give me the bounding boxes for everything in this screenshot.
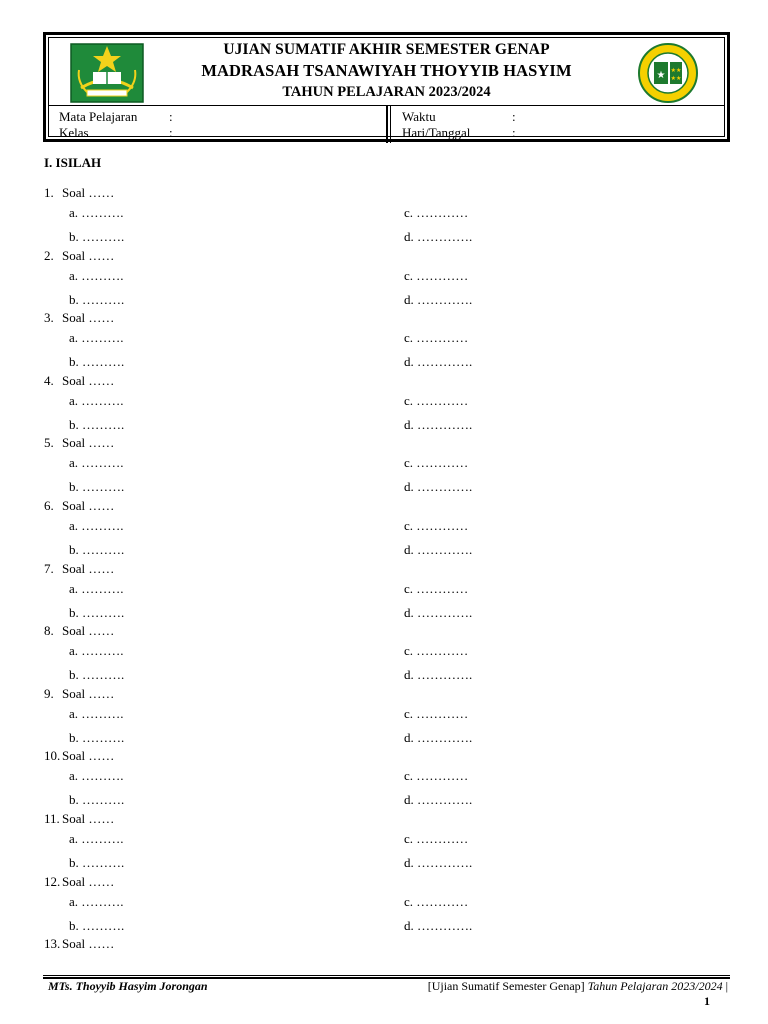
option-d: d. ………….	[404, 416, 473, 432]
school-name: MADRASAH TSANAWIYAH THOYYIB HASYIM	[201, 61, 572, 80]
option-d: d. ………….	[404, 604, 473, 620]
question-item	[44, 498, 744, 561]
option-a: a. ……….	[69, 205, 124, 220]
option-b: b. ……….	[69, 229, 125, 244]
question-text: Soal ……	[62, 247, 115, 263]
footer-bar: |	[725, 979, 728, 993]
question-number: 12.	[44, 873, 61, 889]
option-a: a. ……….	[69, 392, 124, 408]
question-number: 11.	[44, 810, 60, 826]
question-item	[44, 310, 744, 373]
svg-text:★★: ★★	[670, 67, 682, 74]
subject-separator: :	[169, 109, 173, 124]
option-d: d. ………….	[404, 354, 473, 370]
option-a: a. ……….	[69, 580, 124, 596]
question-heading	[44, 811, 114, 826]
question-heading	[44, 248, 114, 263]
question-number: 9.	[44, 685, 54, 701]
exam-header	[43, 32, 730, 142]
kemenag-logo-icon	[69, 42, 145, 104]
option-d: d. ………….	[404, 729, 473, 745]
page-number: 1	[704, 994, 710, 1008]
time-label: Waktu	[402, 109, 436, 124]
exam-title: UJIAN SUMATIF AKHIR SEMESTER GENAP	[223, 41, 550, 58]
question-number: 2.	[44, 247, 54, 263]
question-number: 5.	[44, 435, 54, 451]
option-a: a. ……….	[69, 330, 124, 346]
question-text: Soal ……	[62, 685, 115, 701]
kkm-badge-logo-icon	[630, 42, 706, 104]
question-heading	[44, 686, 114, 701]
option-d: d. ………….	[404, 854, 473, 870]
class-separator: :	[169, 125, 173, 140]
option-c: c. …………	[404, 580, 469, 596]
option-b: b. ……….	[69, 604, 125, 620]
question-item	[44, 561, 744, 624]
option-b: b. ……….	[69, 917, 125, 933]
svg-text:★: ★	[656, 70, 666, 81]
option-b: b. ……….	[69, 291, 125, 307]
exam-title-block	[149, 40, 624, 102]
option-a: a. ……….	[69, 455, 124, 471]
question-text: Soal ……	[62, 560, 115, 576]
option-a: a. ……….	[69, 893, 124, 909]
option-c: c. …………	[404, 267, 469, 283]
class-field	[59, 125, 173, 140]
question-heading	[44, 310, 114, 325]
option-c: c. …………	[404, 893, 469, 909]
option-d: d. ………….	[404, 792, 473, 808]
question-number: 7.	[44, 560, 54, 576]
question-text: Soal ……	[62, 936, 115, 952]
date-separator: :	[512, 125, 516, 140]
question-text: Soal ……	[62, 497, 115, 513]
option-c: c. …………	[404, 830, 469, 846]
option-b: b. ……….	[69, 541, 125, 557]
option-c: c. …………	[404, 392, 469, 408]
option-c: c. …………	[404, 205, 469, 220]
option-b: b. ……….	[69, 416, 125, 432]
question-text: Soal ……	[62, 185, 115, 200]
question-text: Soal ……	[62, 873, 115, 889]
question-heading	[44, 435, 114, 450]
date-label: Hari/Tanggal	[402, 125, 471, 140]
option-a: a. ……….	[69, 267, 124, 283]
question-number: 6.	[44, 497, 54, 513]
option-c: c. …………	[404, 455, 469, 471]
svg-text:★★: ★★	[670, 75, 682, 82]
option-d: d. ………….	[404, 479, 473, 495]
class-label: Kelas	[59, 125, 89, 140]
question-item	[44, 748, 744, 811]
question-heading	[44, 498, 114, 513]
option-a: a. ……….	[69, 643, 124, 659]
option-b: b. ……….	[69, 792, 125, 808]
footer-school-name: MTs. Thoyyib Hasyim Jorongan	[48, 979, 208, 993]
exam-info-row	[49, 105, 724, 143]
question-text: Soal ……	[62, 748, 115, 764]
option-a: a. ……….	[69, 517, 124, 533]
question-item	[44, 623, 744, 686]
time-separator: :	[512, 109, 516, 124]
question-number: 10.	[44, 748, 61, 764]
question-number: 3.	[44, 310, 54, 326]
question-number: 1.	[44, 185, 54, 200]
question-text: Soal ……	[62, 810, 115, 826]
option-c: c. …………	[404, 643, 469, 659]
option-a: a. ……….	[69, 830, 124, 846]
question-heading	[44, 874, 114, 889]
option-b: b. ……….	[69, 667, 125, 683]
option-c: c. …………	[404, 517, 469, 533]
question-heading	[44, 185, 114, 200]
option-d: d. ………….	[404, 229, 473, 244]
question-heading	[44, 623, 114, 638]
option-c: c. …………	[404, 330, 469, 346]
footer-year: Tahun Pelajaran 2023/2024	[587, 979, 723, 993]
question-item	[44, 248, 744, 311]
question-item	[44, 874, 744, 937]
subject-label: Mata Pelajaran	[59, 109, 138, 124]
option-d: d. ………….	[404, 541, 473, 557]
option-a: a. ……….	[69, 768, 124, 784]
question-number: 13.	[44, 936, 61, 952]
question-number: 8.	[44, 623, 54, 639]
time-field	[402, 109, 516, 124]
question-item	[44, 686, 744, 749]
question-item	[44, 435, 744, 498]
question-item	[44, 373, 744, 436]
question-text: Soal ……	[62, 310, 115, 326]
question-item	[44, 811, 744, 874]
footer-exam-name: [Ujian Sumatif Semester Genap]	[427, 979, 585, 993]
question-number: 4.	[44, 372, 54, 388]
date-field	[402, 125, 516, 140]
option-d: d. ………….	[404, 667, 473, 683]
question-item	[44, 185, 744, 248]
question-heading	[44, 561, 114, 576]
option-b: b. ……….	[69, 479, 125, 495]
exam-header-inner	[48, 37, 725, 140]
question-text: Soal ……	[62, 372, 115, 388]
option-c: c. …………	[404, 705, 469, 721]
question-list	[44, 185, 744, 999]
section-title: I. ISILAH	[44, 155, 102, 170]
question-text: Soal ……	[62, 435, 115, 451]
option-c: c. …………	[404, 768, 469, 784]
question-heading	[44, 373, 114, 388]
option-a: a. ……….	[69, 705, 124, 721]
option-d: d. ………….	[404, 291, 473, 307]
footer-exam-info	[428, 979, 728, 994]
option-b: b. ……….	[69, 854, 125, 870]
option-d: d. ………….	[404, 917, 473, 933]
question-heading	[44, 748, 114, 763]
option-b: b. ……….	[69, 729, 125, 745]
question-text: Soal ……	[62, 623, 115, 639]
question-heading	[44, 936, 114, 951]
subject-field	[59, 109, 173, 124]
info-divider	[386, 106, 391, 143]
option-b: b. ……….	[69, 354, 125, 370]
academic-year: TAHUN PELAJARAN 2023/2024	[282, 84, 491, 100]
